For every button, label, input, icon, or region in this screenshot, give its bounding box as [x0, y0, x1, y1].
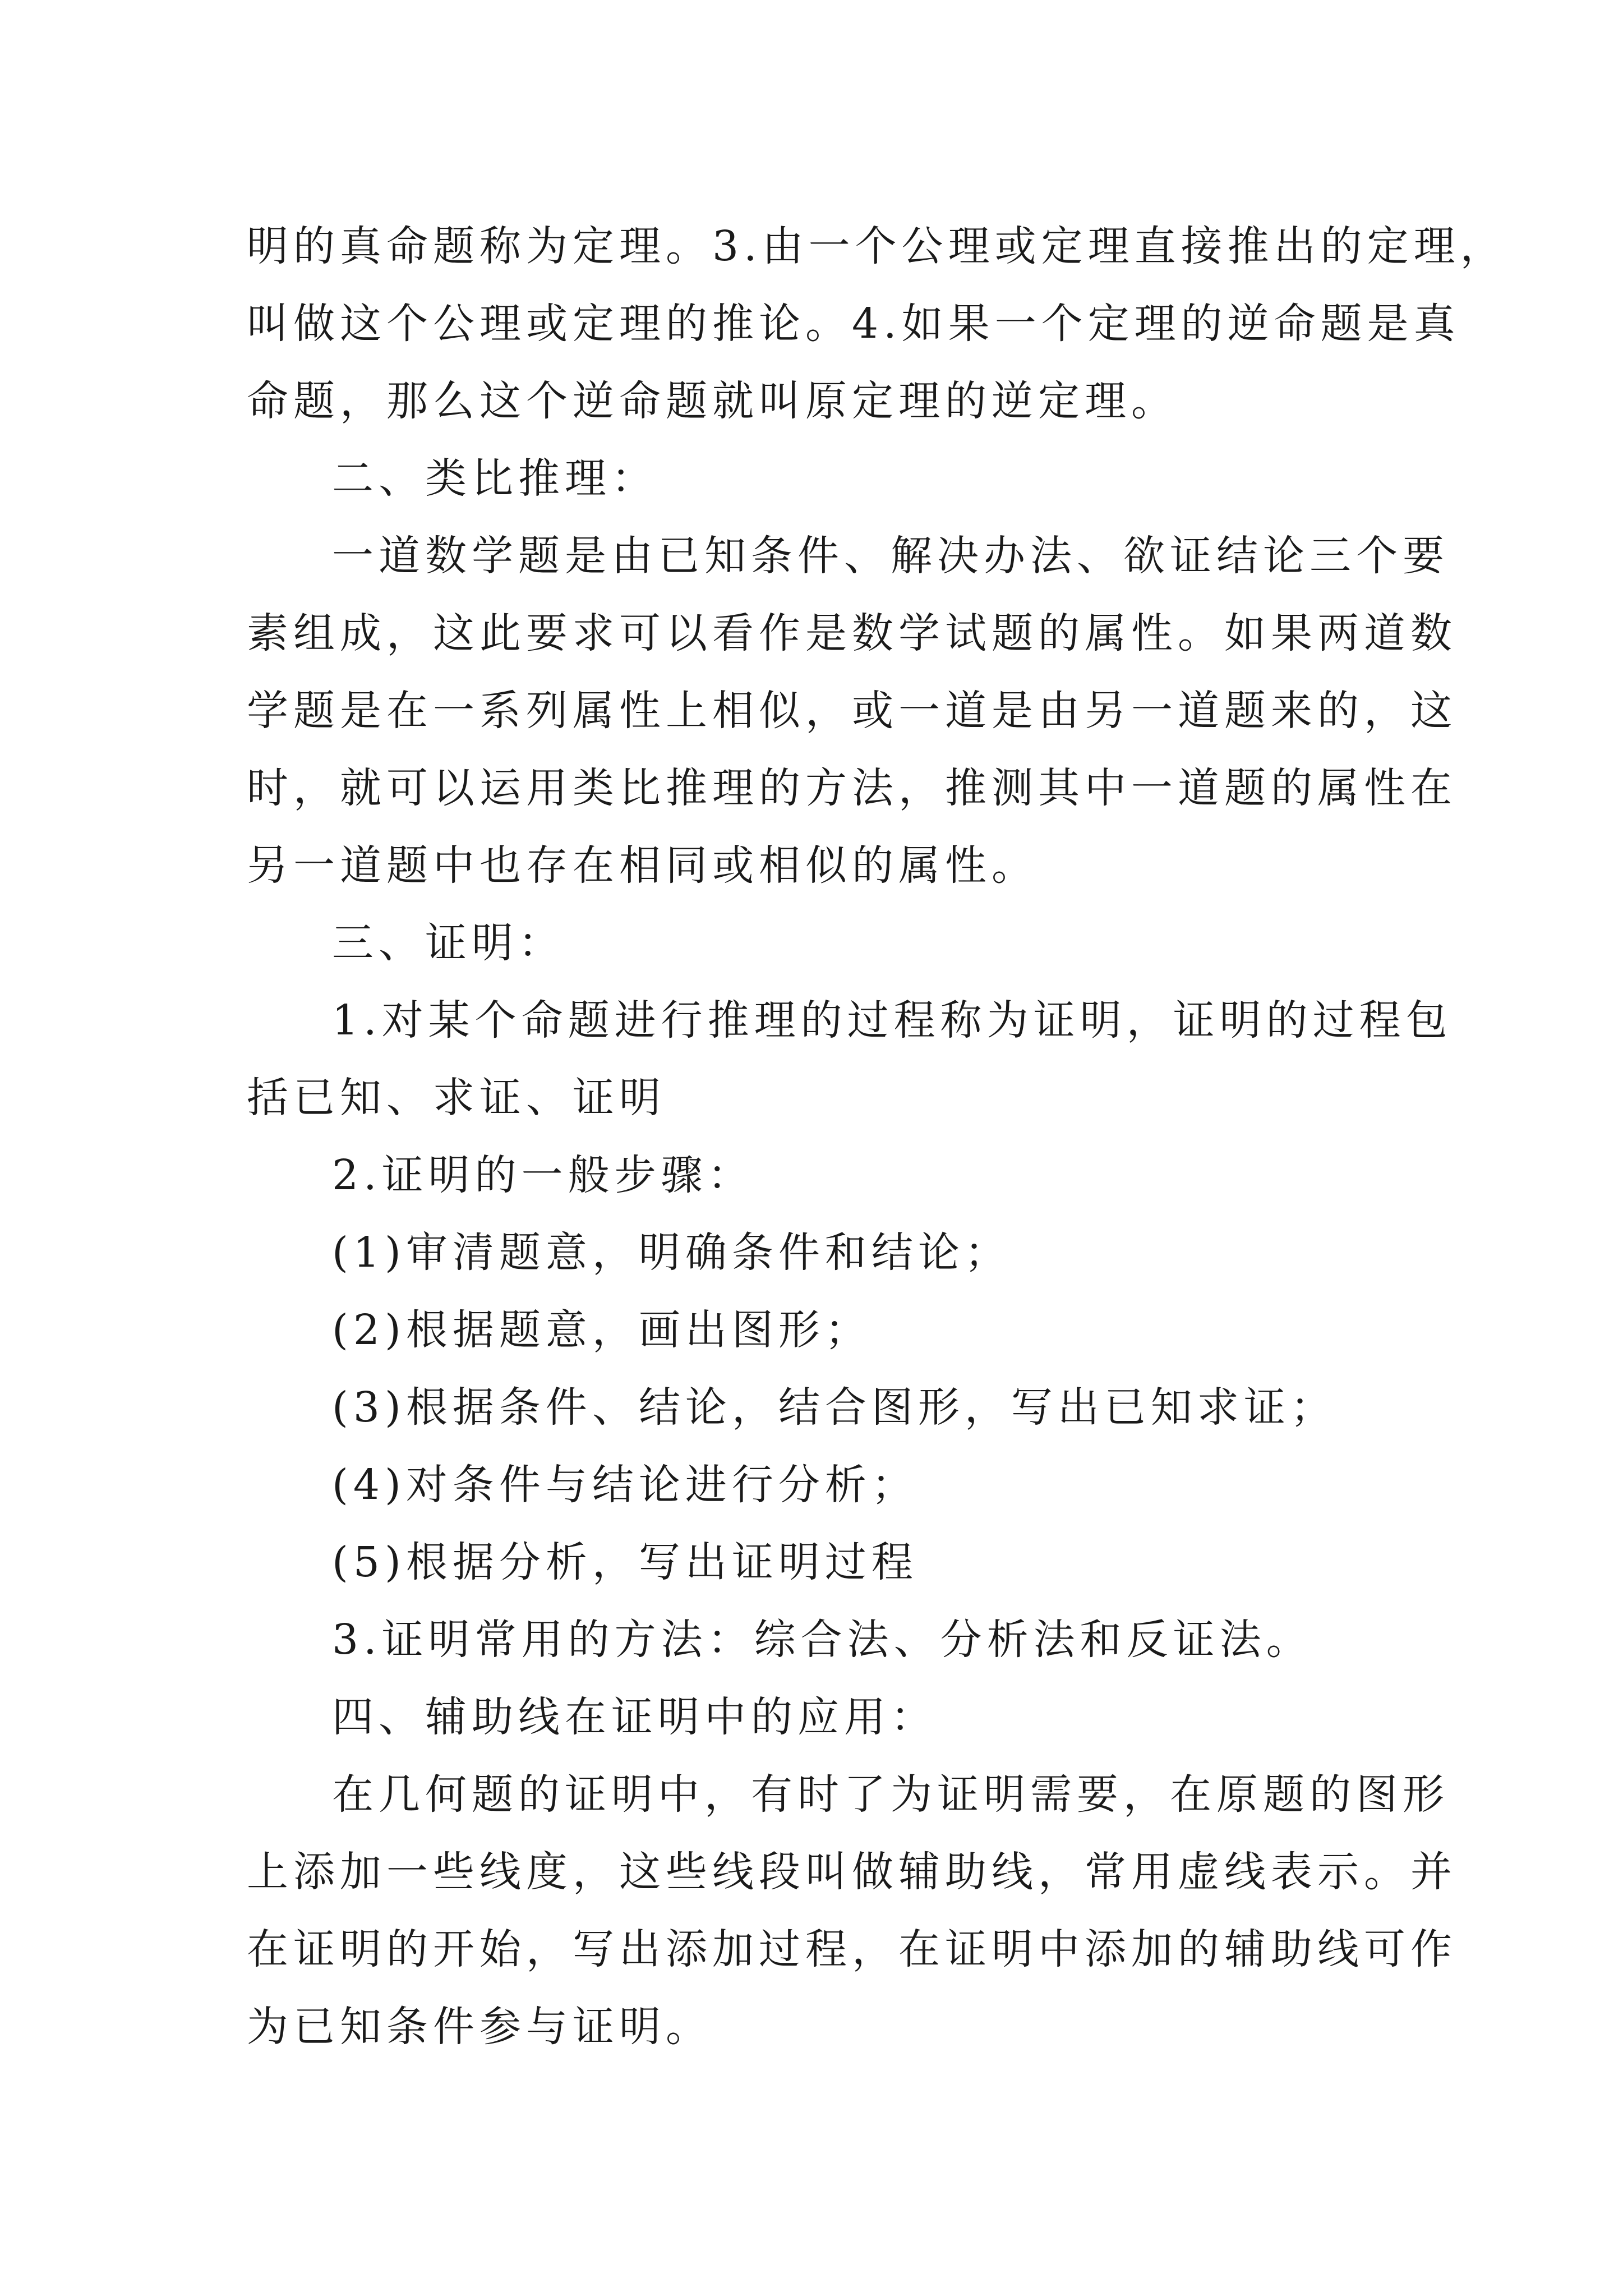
- body-text-line: 学题是在一系列属性上相似，或一道是由另一道题来的，这: [247, 687, 1457, 735]
- list-item: 1.对某个命题进行推理的过程称为证明，证明的过程包: [332, 996, 1453, 1045]
- step-item: (3)根据条件、结论，结合图形，写出已知求证；: [332, 1383, 1337, 1432]
- body-text-line: 在证明的开始，写出添加过程，在证明中添加的辅助线可作: [247, 1925, 1457, 1973]
- paragraph-first-line: 一道数学题是由已知条件、解决办法、欲证结论三个要: [332, 532, 1449, 580]
- step-item: (2)根据题意，画出图形；: [332, 1306, 872, 1354]
- step-item: (5)根据分析，写出证明过程: [332, 1538, 918, 1586]
- document-body: [247, 208, 1507, 2065]
- list-item: 2.证明的一般步骤：: [332, 1151, 754, 1199]
- body-text-line: 上添加一些线度，这些线段叫做辅助线，常用虚线表示。并: [247, 1848, 1457, 1896]
- body-text-line: 时，就可以运用类比推理的方法，推测其中一道题的属性在: [247, 764, 1457, 812]
- section-heading-auxiliary-lines: 四、辅助线在证明中的应用：: [332, 1693, 937, 1741]
- section-heading-analogy: 二、类比推理：: [332, 454, 658, 503]
- body-text-line: 命题，那么这个逆命题就叫原定理的逆定理。: [247, 377, 1178, 425]
- paragraph-first-line: 在几何题的证明中，有时了为证明需要，在原题的图形: [332, 1770, 1449, 1819]
- body-text-line: 明的真命题称为定理。3.由一个公理或定理直接推出的定理，: [247, 222, 1507, 270]
- body-text-line: 素组成，这此要求可以看作是数学试题的属性。如果两道数: [247, 609, 1457, 657]
- body-text-line: 叫做这个公理或定理的推论。4.如果一个定理的逆命题是真: [247, 300, 1460, 348]
- body-text-line: 另一道题中也存在相同或相似的属性。: [247, 841, 1038, 890]
- step-item: (4)对条件与结论进行分析；: [332, 1461, 918, 1509]
- list-item: 3.证明常用的方法：综合法、分析法和反证法。: [332, 1616, 1313, 1664]
- body-text-line: 括已知、求证、证明: [247, 1074, 666, 1122]
- step-item: (1)审清题意，明确条件和结论；: [332, 1228, 1011, 1277]
- section-heading-proof: 三、证明：: [332, 919, 565, 967]
- body-text-line: 为已知条件参与证明。: [247, 2003, 712, 2051]
